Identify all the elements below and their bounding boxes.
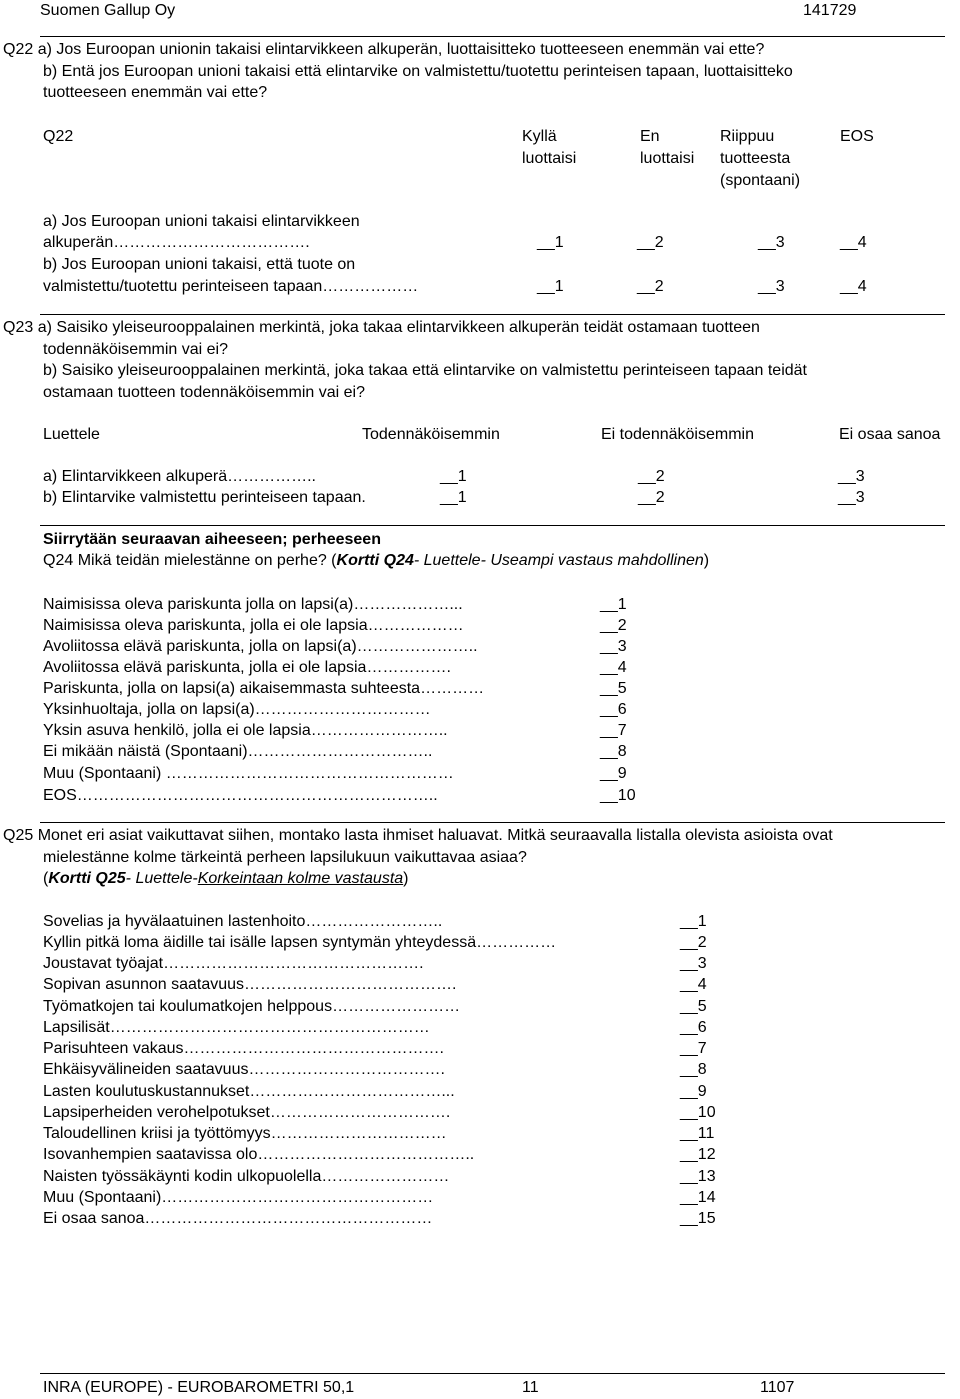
list-item-code: __10 xyxy=(680,1104,716,1121)
list-item-code: __3 xyxy=(600,638,627,655)
q23-row-b-code1: __1 xyxy=(440,489,467,506)
list-item-code: __10 xyxy=(600,787,636,804)
list-item: Muu (Spontaani)…………………………………………… xyxy=(43,1189,434,1206)
q22-col-riippuu-2: tuotteesta xyxy=(720,150,791,167)
list-item: Isovanhempien saatavissa olo………………………………….. xyxy=(43,1146,475,1163)
list-item: Parisuhteen vakaus…………………………………………. xyxy=(43,1040,444,1057)
q22-col-riippuu-3: (spontaani) xyxy=(720,172,801,189)
list-item: Kyllin pitkä loma äidille tai isälle lapsen syntymän yhteydessä…………… xyxy=(43,934,557,951)
list-item: Ehkäisyvälineiden saatavuus………………………………. xyxy=(43,1061,445,1078)
list-item-code: __8 xyxy=(600,743,627,760)
list-item-code: __7 xyxy=(680,1040,707,1057)
q22-question-line2: b) Entä jos Euroopan unioni takaisi että elintarvike on valmistettu/tuotettu perinteisen tapaan, luottaisitteko xyxy=(43,63,793,80)
section-title: Siirrytään seuraavan aiheeseen; perheeseen xyxy=(43,531,381,548)
divider xyxy=(40,36,945,37)
q22-row-a-code2: __2 xyxy=(637,234,664,251)
list-item-code: __13 xyxy=(680,1168,716,1185)
q22-col-kylla-2: luottaisi xyxy=(522,150,577,167)
q23-row-a-code2: __2 xyxy=(638,468,665,485)
list-item: Naimisissa oleva pariskunta, jolla ei ole lapsia……………… xyxy=(43,617,464,634)
q23-col-todennakoisemmin: Todennäköisemmin xyxy=(362,426,500,443)
q23-col-ei-osaa-sanoa: Ei osaa sanoa xyxy=(839,426,941,443)
list-item: Taloudellinen kriisi ja työttömyys…………………………… xyxy=(43,1125,447,1142)
list-item: Ei osaa sanoa……………………………………………… xyxy=(43,1210,433,1227)
list-item-code: __5 xyxy=(600,680,627,697)
q25-luettele: - Luettele- xyxy=(125,870,198,887)
list-item-code: __5 xyxy=(680,998,707,1015)
list-item: Ei mikään näistä (Spontaani)…………………………….. xyxy=(43,743,433,760)
q24-close-paren: ) xyxy=(703,552,710,569)
list-item: EOS………………………………………………………….. xyxy=(43,787,438,804)
q25-question-line2: mielestänne kolme tärkeintä perheen lapsilukuun vaikuttavaa asiaa? xyxy=(43,849,527,866)
q24-question-prefix: Q24 Mikä teidän mielestänne on perhe? ( xyxy=(43,552,337,569)
list-item: Avoliitossa elävä pariskunta, jolla ei ole lapsia……………. xyxy=(43,659,451,676)
q23-row-a-code1: __1 xyxy=(440,468,467,485)
q22-col-kylla-1: Kyllä xyxy=(522,128,557,145)
list-item: Yksinhuoltaja, jolla on lapsi(a)…………………………… xyxy=(43,701,431,718)
list-item-code: __9 xyxy=(680,1083,707,1100)
q23-col-ei-todennakoisemmin: Ei todennäköisemmin xyxy=(601,426,754,443)
q23-row-a-code3: __3 xyxy=(838,468,865,485)
list-item: Sovelias ja hyvälaatuinen lastenhoito…………………….. xyxy=(43,913,443,930)
list-item-code: __12 xyxy=(680,1146,716,1163)
q22-col-eos: EOS xyxy=(840,128,874,145)
q22-row-a-code1: __1 xyxy=(537,234,564,251)
list-item-code: __3 xyxy=(680,955,707,972)
list-item: Työmatkojen tai koulumatkojen helppous…………………… xyxy=(43,998,461,1015)
q23-col-luettele: Luettele xyxy=(43,426,100,443)
q22-row-a-code3: __3 xyxy=(758,234,785,251)
q22-col-riippuu-1: Riippuu xyxy=(720,128,775,145)
list-item: Yksin asuva henkilö, jolla ei ole lapsia…………………….. xyxy=(43,722,448,739)
q22-row-b-line2: valmistettu/tuotettu perinteiseen tapaan……………… xyxy=(43,278,419,295)
q23-question-line1: Q23 a) Saisiko yleiseurooppalainen merkintä, joka takaa elintarvikkeen alkuperän teidät ostamaan tuotteen xyxy=(3,319,760,336)
list-item-code: __14 xyxy=(680,1189,716,1206)
divider xyxy=(40,822,945,823)
q24-question xyxy=(43,551,709,570)
list-item: Lasten koulutuskustannukset………………………………... xyxy=(43,1083,455,1100)
q25-card-ref: Kortti Q25 xyxy=(48,870,126,887)
q23-row-b-code2: __2 xyxy=(638,489,665,506)
list-item: Lapsilisät…………………………………………………… xyxy=(43,1019,430,1036)
list-item-code: __2 xyxy=(680,934,707,951)
q25-max-three: Korkeintaan kolme vastausta xyxy=(197,870,404,887)
q22-row-b-code4: __4 xyxy=(840,278,867,295)
q24-card-ref: Kortti Q24 xyxy=(336,552,414,569)
list-item-code: __4 xyxy=(680,976,707,993)
q22-row-b-code2: __2 xyxy=(637,278,664,295)
footer-left: INRA (EUROPE) - EUROBAROMETRI 50,1 xyxy=(43,1379,355,1396)
header-company: Suomen Gallup Oy xyxy=(40,2,176,19)
list-item-code: __1 xyxy=(680,913,707,930)
list-item-code: __15 xyxy=(680,1210,716,1227)
list-item: Avoliitossa elävä pariskunta, jolla on lapsi(a)………………….. xyxy=(43,638,478,655)
q22-row-a-line1: a) Jos Euroopan unioni takaisi elintarvikkeen xyxy=(43,213,360,230)
list-item: Sopivan asunnon saatavuus…………………………………. xyxy=(43,976,457,993)
footer-right: 1107 xyxy=(760,1379,795,1396)
q22-row-b-code1: __1 xyxy=(537,278,564,295)
list-item-code: __1 xyxy=(600,596,627,613)
q23-row-a-label: a) Elintarvikkeen alkuperä…………….. xyxy=(43,468,316,485)
q23-row-b-label: b) Elintarvike valmistettu perinteiseen tapaan. xyxy=(43,489,366,506)
q22-question-line3: tuotteeseen enemmän vai ette? xyxy=(43,84,268,101)
q22-question-line1: Q22 a) Jos Euroopan unionin takaisi elintarvikkeen alkuperän, luottaisitteko tuotteeseen enemmän vai ette? xyxy=(3,41,765,58)
q22-col-en-1: En xyxy=(640,128,660,145)
q22-table-label: Q22 xyxy=(43,128,74,145)
q22-row-b-code3: __3 xyxy=(758,278,785,295)
q23-question-line3: b) Saisiko yleiseurooppalainen merkintä, joka takaa että elintarvike on valmistettu perinteiseen tapaan teidät xyxy=(43,362,807,379)
q25-instruction xyxy=(43,869,409,888)
q25-open-paren: ( xyxy=(43,870,49,887)
q22-col-en-2: luottaisi xyxy=(640,150,695,167)
q25-question-line1: Q25 Monet eri asiat vaikuttavat siihen, montako lasta ihmiset haluavat. Mitkä seuraavalla listalla olevista asioista ovat xyxy=(3,827,833,844)
divider xyxy=(40,525,945,526)
list-item-code: __8 xyxy=(680,1061,707,1078)
list-item-code: __2 xyxy=(600,617,627,634)
q22-row-b-line1: b) Jos Euroopan unioni takaisi, että tuote on xyxy=(43,256,356,273)
q22-row-a-code4: __4 xyxy=(840,234,867,251)
list-item-code: __9 xyxy=(600,765,627,782)
list-item: Lapsiperheiden verohelpotukset……………………………. xyxy=(43,1104,451,1121)
q23-question-line4: ostamaan tuotteen todennäköisemmin vai ei? xyxy=(43,384,365,401)
list-item-code: __4 xyxy=(600,659,627,676)
footer-divider xyxy=(40,1373,945,1374)
q25-close-paren: ) xyxy=(403,870,409,887)
divider xyxy=(40,314,945,315)
q23-row-b-code3: __3 xyxy=(838,489,865,506)
list-item-code: __6 xyxy=(680,1019,707,1036)
list-item: Pariskunta, jolla on lapsi(a) aikaisemmasta suhteesta………… xyxy=(43,680,485,697)
list-item: Naimisissa oleva pariskunta jolla on lapsi(a)………………... xyxy=(43,596,463,613)
list-item: Joustavat työajat…………………………………………. xyxy=(43,955,424,972)
q22-row-a-line2: alkuperän………………………………. xyxy=(43,234,310,251)
header-code: 141729 xyxy=(803,2,857,19)
q24-instruction: - Luettele- Useampi vastaus mahdollinen xyxy=(413,552,704,569)
q23-question-line2: todennäköisemmin vai ei? xyxy=(43,341,228,358)
list-item: Muu (Spontaani) ……………………………………………… xyxy=(43,765,454,782)
list-item-code: __6 xyxy=(600,701,627,718)
footer-page-number: 11 xyxy=(522,1379,539,1396)
list-item-code: __7 xyxy=(600,722,627,739)
list-item: Naisten työssäkäynti kodin ulkopuolella…………………… xyxy=(43,1168,450,1185)
list-item-code: __11 xyxy=(680,1125,715,1142)
